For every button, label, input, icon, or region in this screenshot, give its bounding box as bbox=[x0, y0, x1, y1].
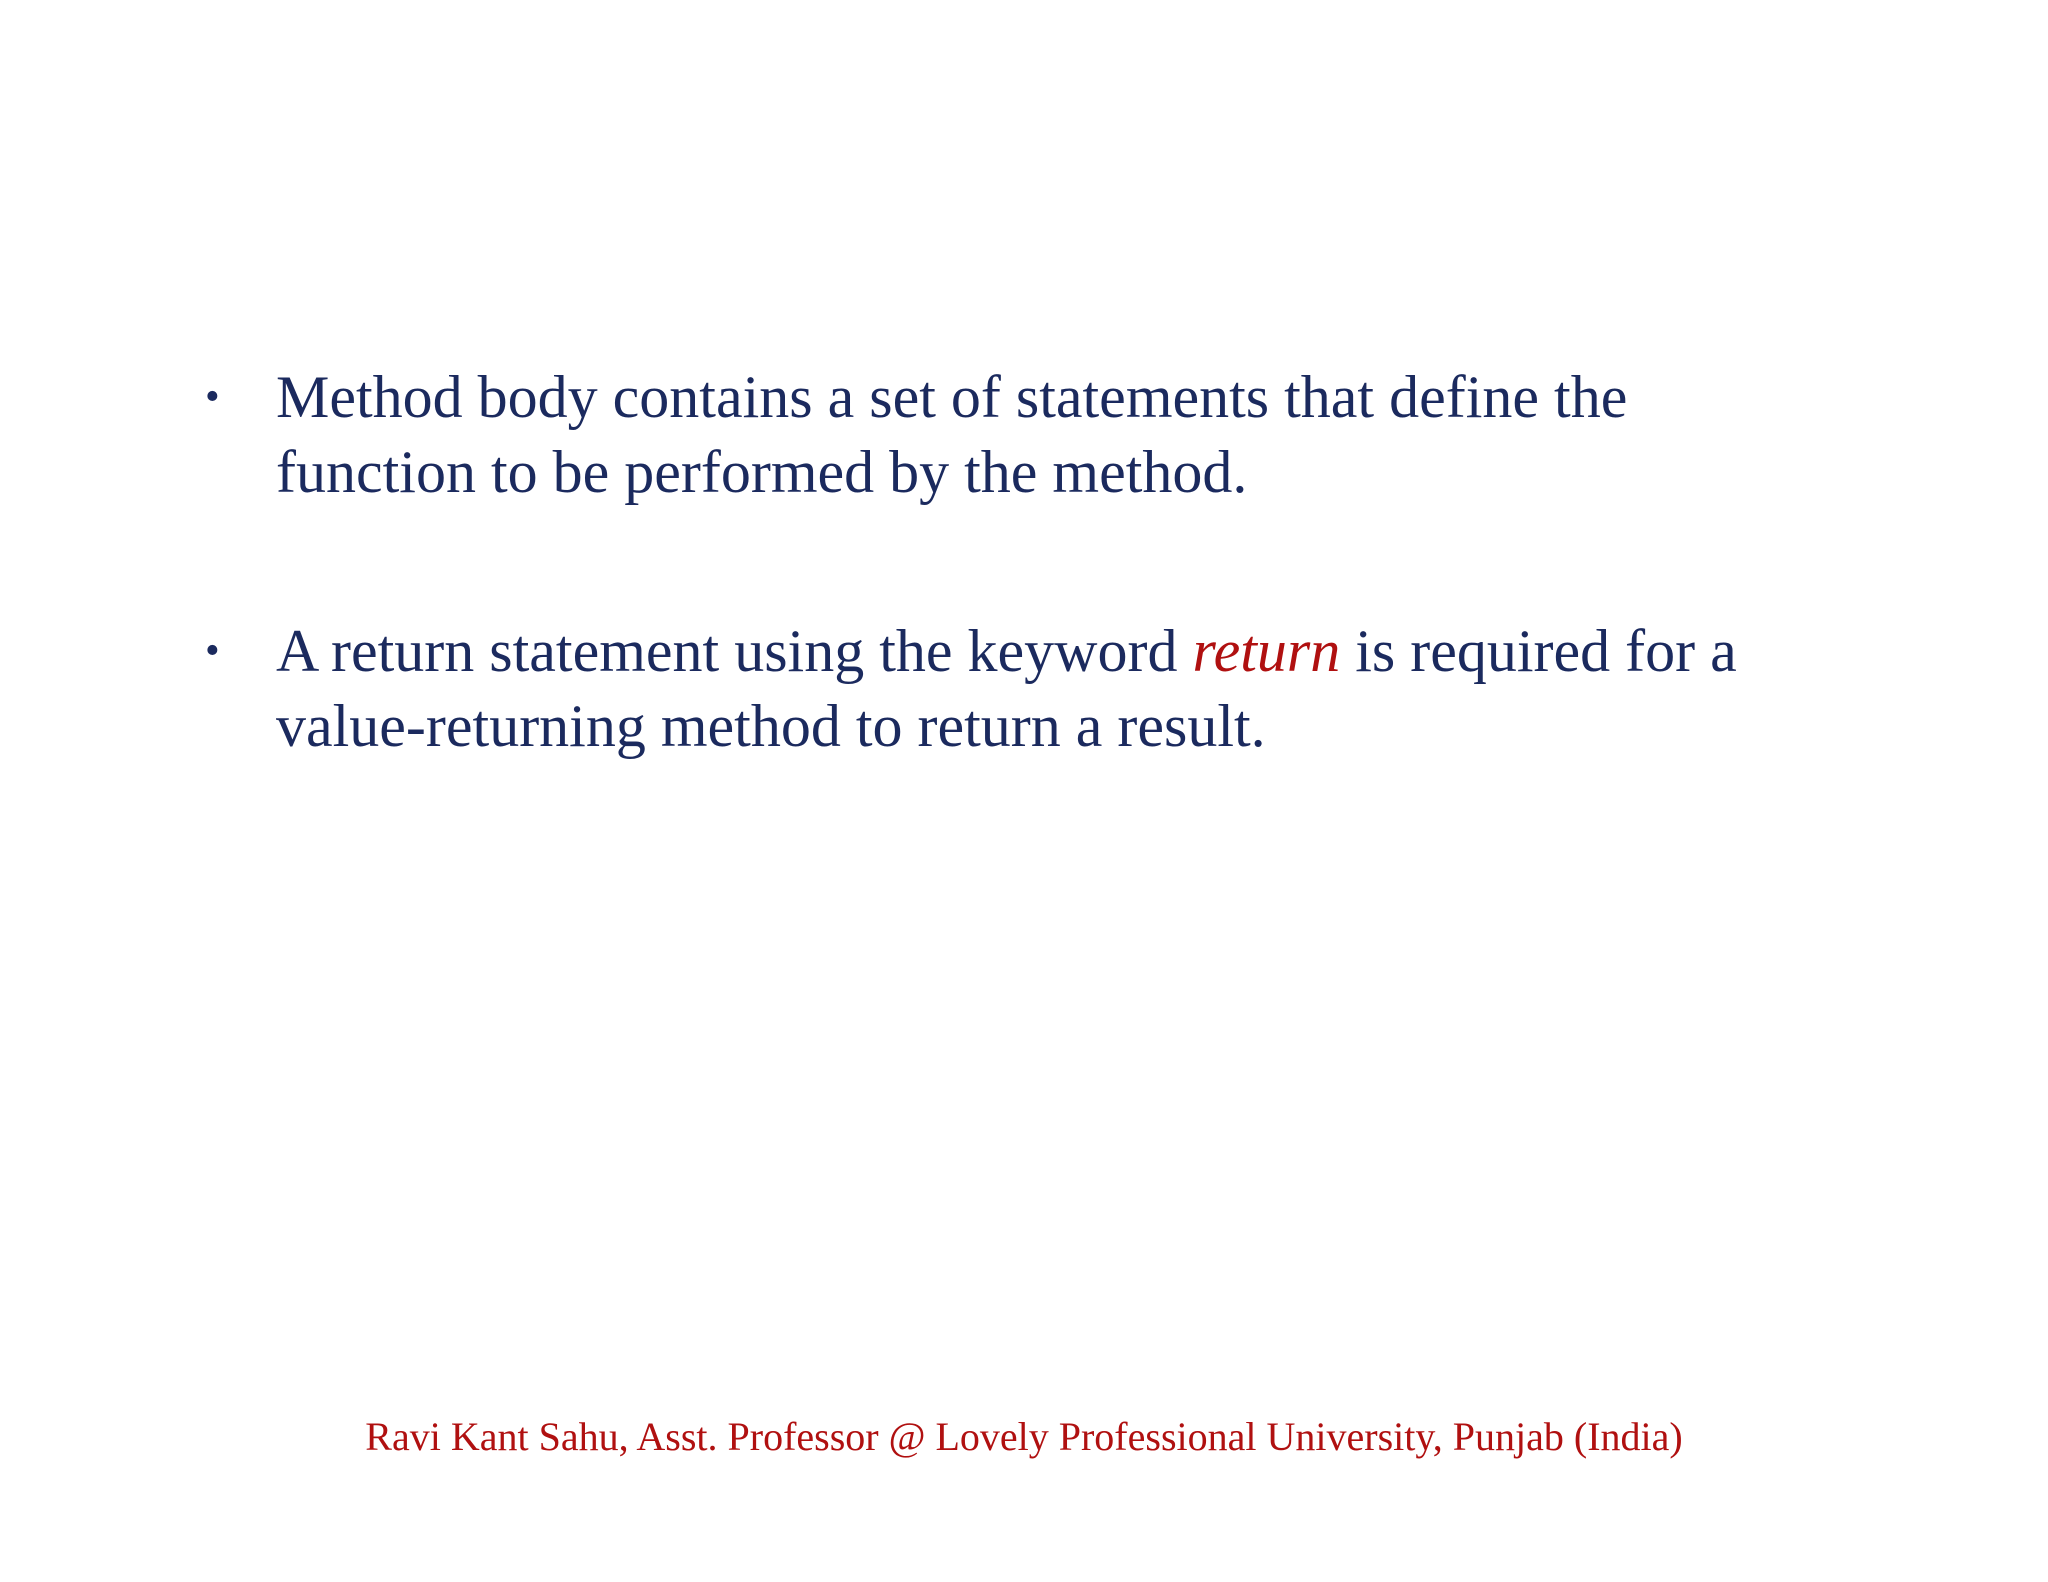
bullet-icon: • bbox=[205, 374, 220, 420]
bullet-text-before: A return statement using the keyword bbox=[276, 618, 1193, 684]
bullet-list bbox=[200, 360, 1840, 868]
slide-footer: Ravi Kant Sahu, Asst. Professor @ Lovely Professional University, Punjab (India) bbox=[365, 1414, 1683, 1459]
bullet-text-after: is required for a value-returning method to return a result. bbox=[276, 618, 1737, 759]
bullet-item-method-body bbox=[200, 360, 1840, 510]
keyword-return: return bbox=[1192, 618, 1341, 684]
bullet-item-return-statement bbox=[200, 614, 1840, 764]
bullet-text: Method body contains a set of statements that define the function to be performed by the method. bbox=[276, 364, 1628, 505]
bullet-icon: • bbox=[205, 628, 220, 674]
